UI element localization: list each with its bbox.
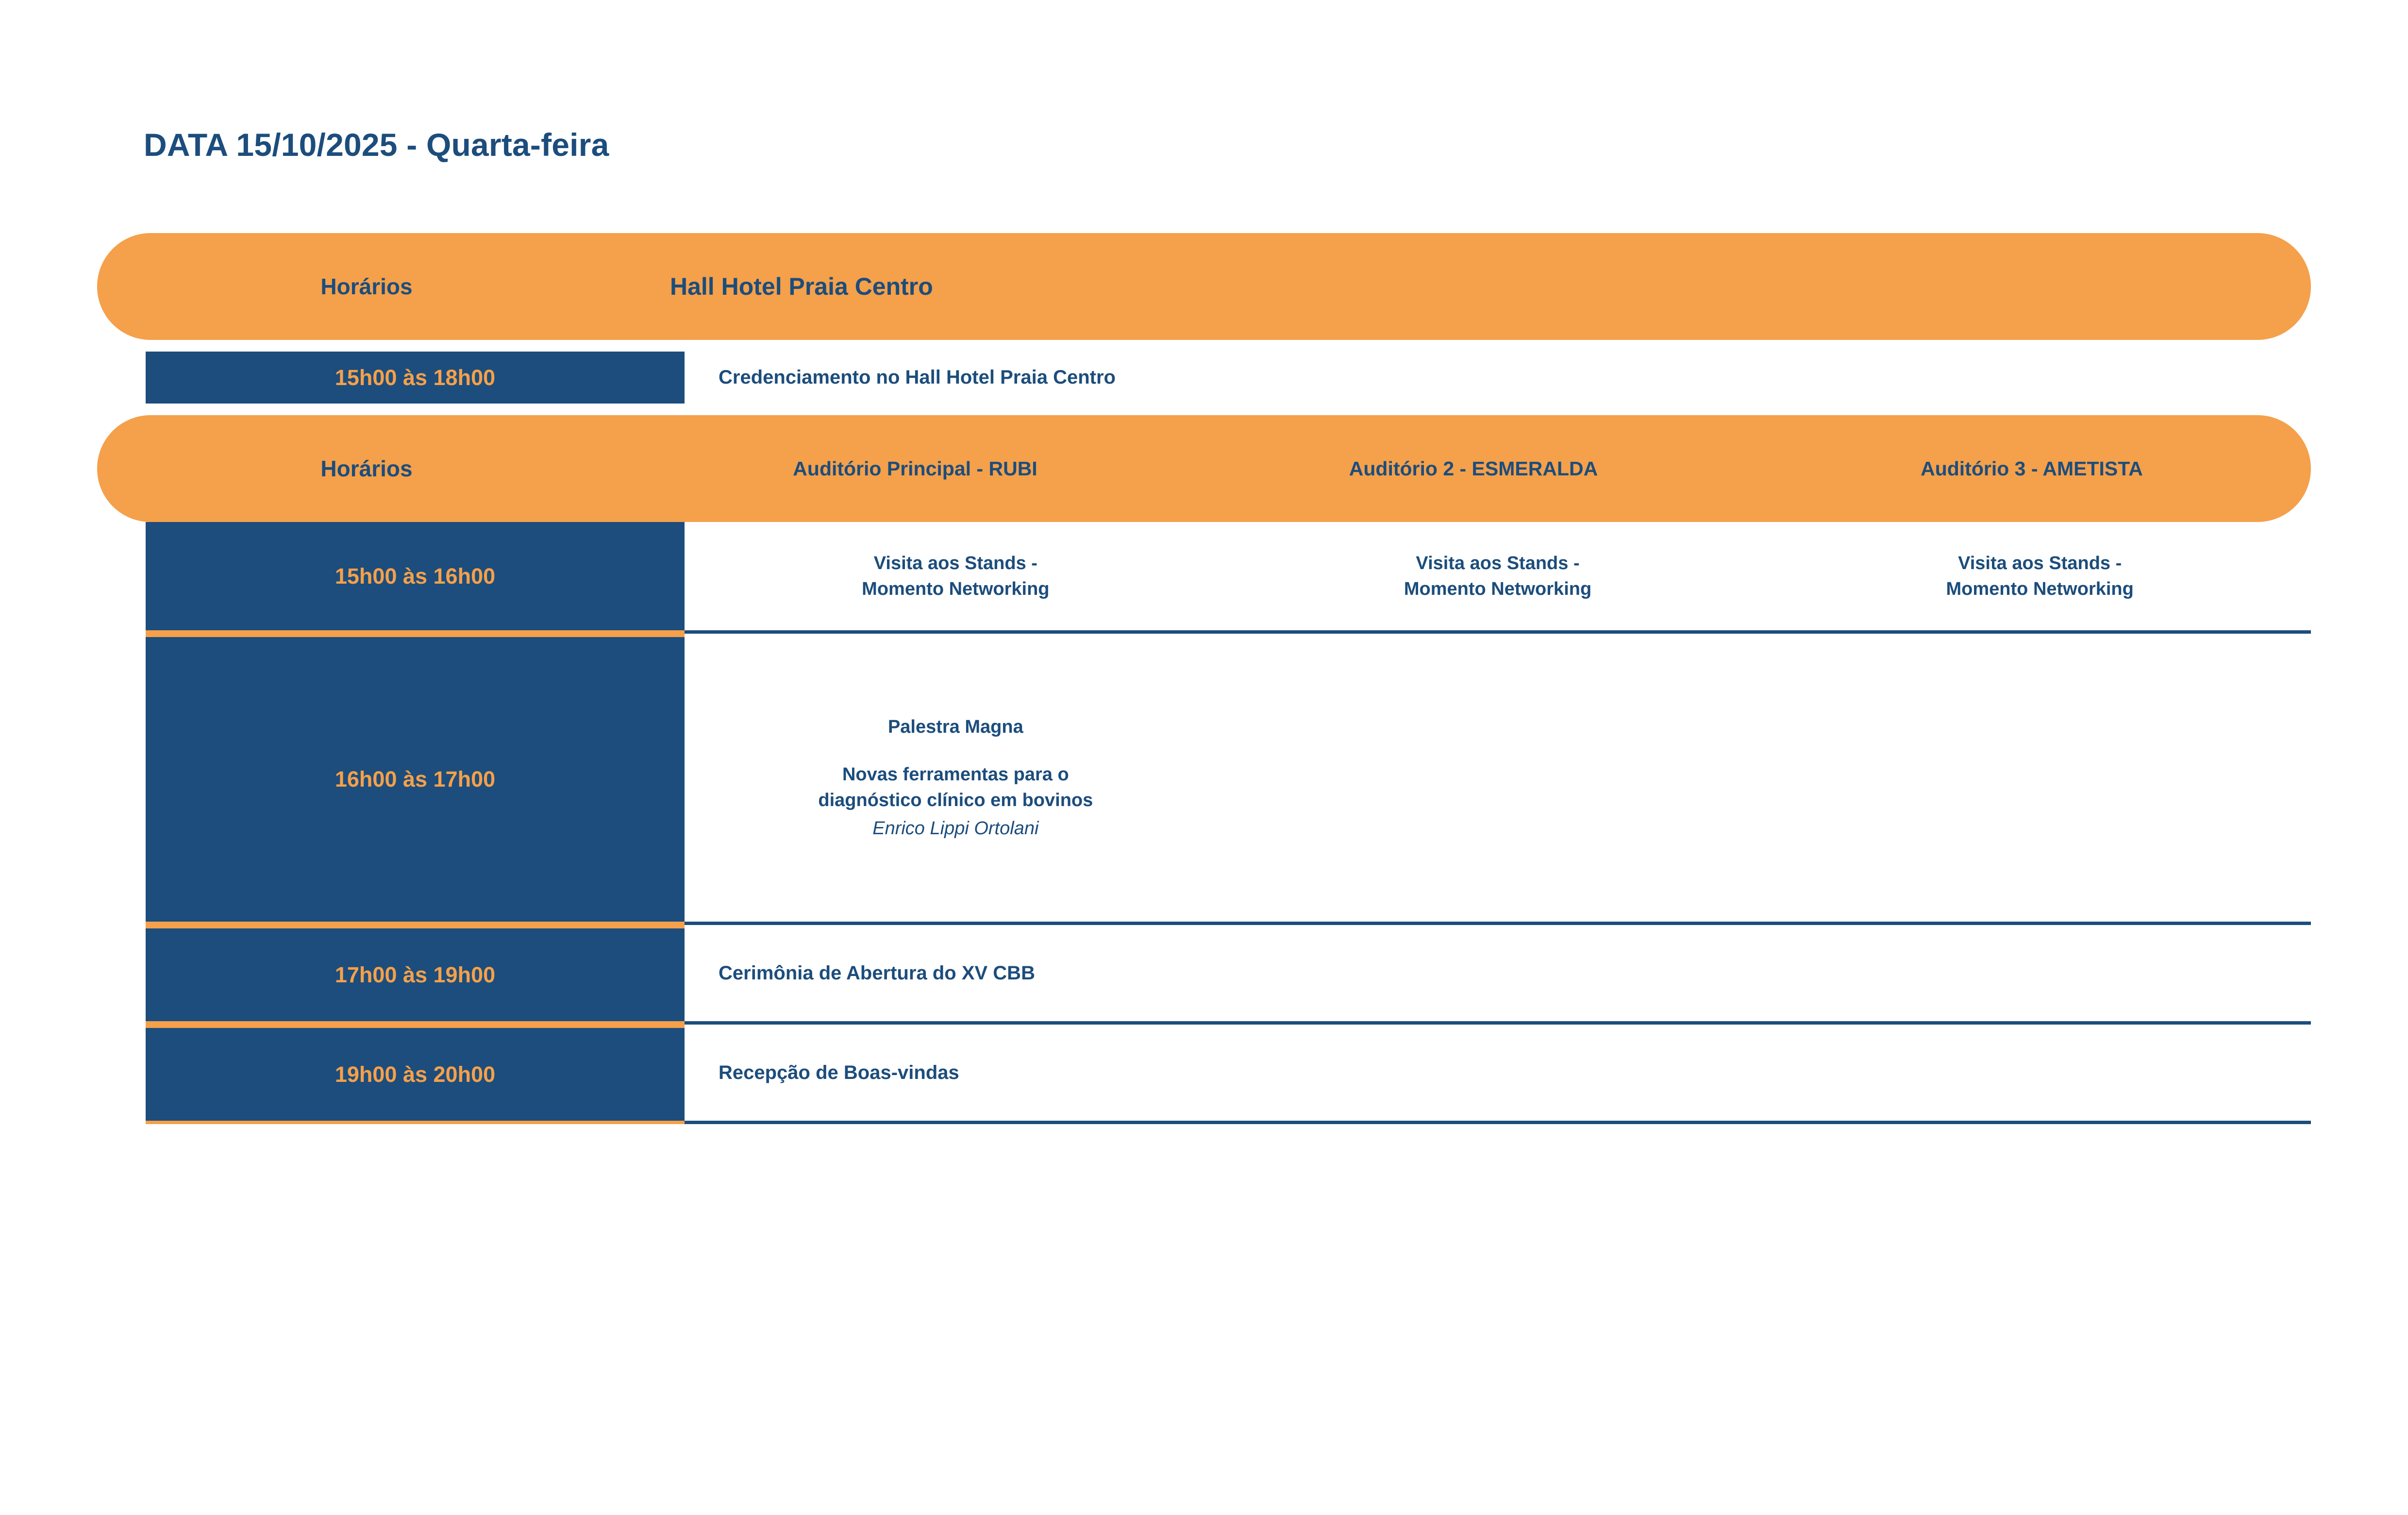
table-row-1 [97, 522, 2311, 634]
header-time-label-2: Horários [320, 456, 413, 482]
schedule-table [97, 233, 2311, 1124]
header-room-ametista: Auditório 3 - AMETISTA [1921, 457, 2143, 480]
palestra-magna-label: Palestra Magna [887, 716, 1023, 737]
page-title: DATA 15/10/2025 - Quarta-feira [144, 127, 609, 163]
activity-1-rubi: Visita aos Stands - Momento Networking [862, 553, 1050, 599]
table-row-2 [97, 634, 2311, 925]
header-room-esmeralda: Auditório 2 - ESMERALDA [1349, 457, 1598, 480]
row-time-2: 16h00 às 17h00 [146, 634, 685, 925]
activity-2-esmeralda [1227, 634, 1769, 922]
table-row-4 [97, 1025, 2311, 1124]
activity-1-ametista: Visita aos Stands - Momento Networking [1946, 553, 2134, 599]
activity-4: Recepção de Boas-vindas [719, 1061, 959, 1083]
row-time-1: 15h00 às 16h00 [146, 522, 685, 634]
row-time-3: 17h00 às 19h00 [146, 925, 685, 1025]
table-row-3 [97, 925, 2311, 1025]
row-content-credenciamento [685, 352, 2311, 404]
palestra-magna-speaker: Enrico Lippi Ortolani [872, 818, 1039, 839]
activity-2-rubi [685, 634, 1227, 922]
row-content-3 [685, 925, 2311, 1025]
activity-credenciamento: Credenciamento no Hall Hotel Praia Centro [719, 367, 1116, 388]
header-bar-auditorios [97, 415, 2311, 522]
row-content-4 [685, 1025, 2311, 1124]
activity-3: Cerimônia de Abertura do XV CBB [719, 962, 1035, 984]
row-content-1 [685, 522, 2311, 634]
activity-1-esmeralda: Visita aos Stands - Momento Networking [1404, 553, 1592, 599]
table-row-credenciamento [97, 352, 2311, 404]
activity-2-ametista [1769, 634, 2311, 922]
row-time-4: 19h00 às 20h00 [146, 1025, 685, 1124]
header-time-label-1: Horários [320, 274, 413, 299]
header-room-label-hall: Hall Hotel Praia Centro [670, 273, 933, 300]
row-time-credenciamento: 15h00 às 18h00 [146, 352, 685, 404]
header-room-rubi: Auditório Principal - RUBI [793, 457, 1037, 480]
header-bar-hall [97, 233, 2311, 340]
row-content-2 [685, 634, 2311, 925]
palestra-magna-title: Novas ferramentas para o diagnóstico clínico em bovinos Enrico Lippi Ortolani [818, 762, 1093, 841]
